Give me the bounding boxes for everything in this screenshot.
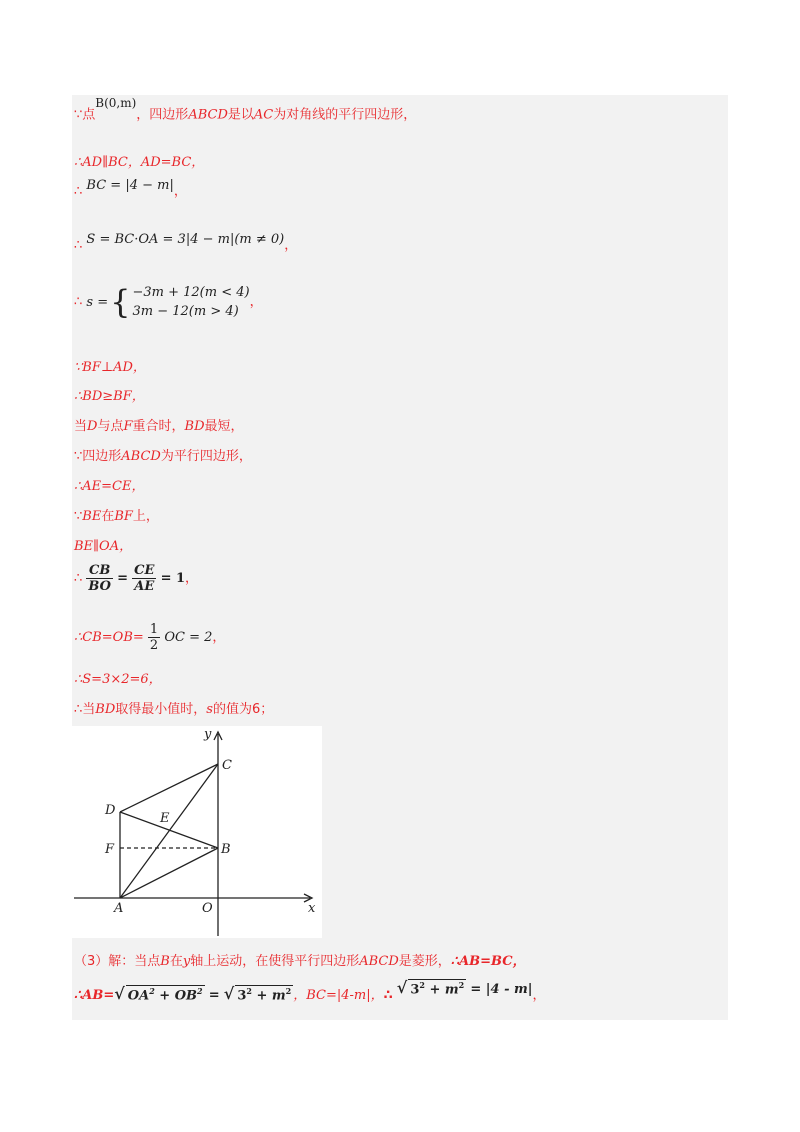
line-9 <box>74 445 252 464</box>
label-b: B <box>221 842 231 857</box>
sqrt-sign: √ <box>223 984 235 1003</box>
text: 在 <box>169 954 183 969</box>
math-bc: BC = |4 − m| <box>86 178 174 193</box>
text: ， <box>284 238 298 253</box>
line-13 <box>74 563 198 594</box>
text: （3）解：当点 <box>74 954 161 969</box>
text: 是菱形， <box>398 954 451 969</box>
text: 为对角线的平行四边形， <box>273 107 417 123</box>
math-point-b: B(0,m) <box>95 96 137 110</box>
sqrt-oa-ob: $OA^2 + OB^2$ <box>127 985 203 1003</box>
line-15: ∴S=3×2=6， <box>74 672 162 687</box>
text: 当 <box>74 419 88 434</box>
line-14 <box>74 622 225 653</box>
segment-dc <box>120 764 218 812</box>
text: ，四边形 <box>136 107 189 123</box>
math-term: + m <box>424 982 459 997</box>
figure-svg <box>72 726 322 938</box>
label-a: A <box>114 901 124 916</box>
sqrt-3-m-2: $3^2 + m^2$ <box>410 979 465 997</box>
fraction-cb-bo <box>86 563 113 594</box>
text: F <box>123 419 133 434</box>
text: 轴上运动，在使得平行四边形 <box>190 954 360 969</box>
equals: = <box>117 571 129 586</box>
math-term: 3 <box>237 988 247 1003</box>
text: ∴ <box>383 988 393 1003</box>
brace: { <box>110 283 131 321</box>
text: 为平行四边形， <box>160 449 252 464</box>
text: 的值为 <box>212 702 252 717</box>
text: 重合时， <box>132 419 185 434</box>
text: ∵点 <box>74 107 96 123</box>
equals: = <box>208 988 220 1003</box>
piecewise <box>86 283 249 321</box>
math-term: OA <box>127 988 150 1003</box>
text: ∴ <box>74 238 83 253</box>
text: ， <box>212 630 226 645</box>
geometry-figure <box>72 726 322 938</box>
text: ∵四边形 <box>74 449 122 464</box>
line-4 <box>74 234 297 253</box>
segment-ab <box>120 848 218 898</box>
line-2: ∴AD∥BC，AD=BC， <box>74 155 205 170</box>
text: 在 <box>101 509 115 524</box>
text: BD <box>184 419 205 434</box>
label-d: D <box>105 803 116 818</box>
text: ∴当 <box>74 702 96 717</box>
case-1: −3m + 12(m < 4) <box>132 285 250 300</box>
text: ∴AB=BC， <box>450 954 526 969</box>
line-8 <box>74 415 244 434</box>
denominator: BO <box>88 579 111 594</box>
text: 取得最小值时， <box>115 702 207 717</box>
case-2: 3m − 12(m > 4) <box>132 304 239 319</box>
label-c: C <box>222 758 232 773</box>
text: ； <box>260 702 274 717</box>
text: ABCD <box>121 449 161 464</box>
text: ， <box>173 184 187 199</box>
denominator: AE <box>134 579 155 594</box>
line-6: ∵BF⊥AD， <box>74 360 146 375</box>
text: 与点 <box>97 419 124 434</box>
text: BD <box>95 702 116 717</box>
math-result: = 1 <box>160 571 186 586</box>
label-y: y <box>204 727 212 742</box>
denominator: 2 <box>149 638 159 653</box>
line-11 <box>74 505 159 524</box>
line-7: ∴BD≥BF， <box>74 389 145 404</box>
text: 6 <box>251 702 261 717</box>
numerator: CE <box>134 563 155 578</box>
text: y <box>182 954 191 969</box>
line-1 <box>74 96 417 123</box>
text: s <box>206 702 213 717</box>
text: ABCD <box>188 107 228 123</box>
text: 最短， <box>204 419 244 434</box>
math-term: + m <box>251 988 286 1003</box>
text: ∴ <box>74 294 83 310</box>
fraction-half <box>148 622 160 653</box>
math-term: + OB <box>154 988 198 1003</box>
line-5 <box>74 283 263 321</box>
line-3 <box>74 180 187 199</box>
text: ∵ <box>74 509 83 524</box>
text: ∴CB=OB= <box>74 630 144 645</box>
label-o: O <box>202 901 213 916</box>
sqrt-sign: √ <box>114 984 125 1003</box>
text: ∴AB= <box>74 988 115 1003</box>
segment-ac <box>120 764 218 898</box>
math-abs: = |4 - m| <box>470 982 533 997</box>
label-f: F <box>105 842 115 857</box>
text: 上， <box>132 509 159 524</box>
label-e: E <box>160 811 170 826</box>
fraction-ce-ae <box>132 563 156 594</box>
cases <box>132 283 249 321</box>
text: BF <box>114 509 133 524</box>
text: ∴ <box>74 184 83 199</box>
sqrt-sign: √ <box>396 978 408 997</box>
line-17 <box>74 950 526 969</box>
math-s: s = <box>86 294 109 310</box>
numerator: 1 <box>149 622 159 637</box>
numerator: CB <box>86 563 113 579</box>
text: ∴ <box>74 571 83 586</box>
text: ABCD <box>359 954 399 969</box>
text: BE <box>82 509 102 524</box>
math-oc: OC = 2 <box>164 630 213 645</box>
line-18 <box>74 978 546 1003</box>
text: ， <box>532 988 546 1003</box>
text: ， <box>249 294 263 310</box>
math-term: 3 <box>410 982 420 997</box>
sqrt-3-m: $3^2 + m^2$ <box>237 985 292 1003</box>
line-12: BE∥OA， <box>74 539 133 554</box>
text: ，BC=|4-m|， <box>293 988 384 1003</box>
text: 是以 <box>227 107 254 123</box>
line-10: ∴AE=CE， <box>74 479 145 494</box>
math-area: S = BC·OA = 3|4 − m|(m ≠ 0) <box>86 232 285 247</box>
text: ， <box>185 571 199 586</box>
line-16 <box>74 698 273 717</box>
label-x: x <box>308 901 316 916</box>
text: D <box>87 419 98 434</box>
text: B <box>160 954 170 969</box>
text: AC <box>253 107 274 123</box>
